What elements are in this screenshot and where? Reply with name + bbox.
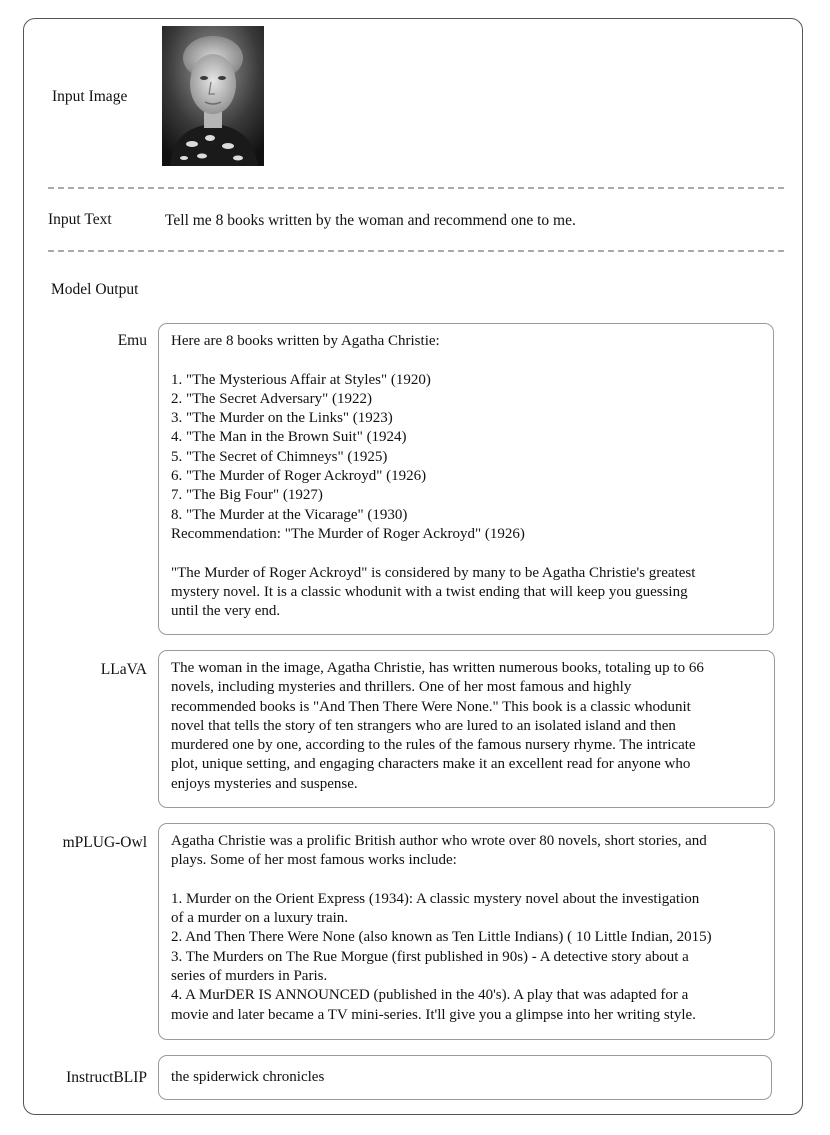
output-line: 2. And Then There Were None (also known as Ten Little Indians) ( 10 Little Indian, 2015) <box>171 929 712 946</box>
model-name-emu: Emu <box>117 332 147 349</box>
input-text-prompt: Tell me 8 books written by the woman and recommend one to me. <box>165 212 576 229</box>
output-line: plot, unique setting, and engaging characters make it an excellent read for anyone who <box>171 756 691 773</box>
output-line: series of murders in Paris. <box>171 968 328 985</box>
output-line: 4. "The Man in the Brown Suit" (1924) <box>171 429 407 446</box>
output-line: 6. "The Murder of Roger Ackroyd" (1926) <box>171 468 427 485</box>
output-line: 4. A MurDER IS ANNOUNCED (published in the 40's). A play that was adapted for a <box>171 987 689 1004</box>
divider <box>48 187 784 189</box>
output-line: 2. "The Secret Adversary" (1922) <box>171 390 372 407</box>
input-image-label: Input Image <box>52 88 128 105</box>
output-line: 7. "The Big Four" (1927) <box>171 487 323 504</box>
output-line: The woman in the image, Agatha Christie, has written numerous books, totaling up to 66 <box>171 660 704 676</box>
output-line: movie and later became a TV mini-series. It'll give you a glimpse into her writing style. <box>171 1006 696 1023</box>
model-name-llava: LLaVA <box>100 661 147 678</box>
output-box-emu <box>158 323 774 635</box>
output-box-mplug-owl <box>158 823 775 1040</box>
output-line: the spiderwick chronicles <box>171 1069 325 1085</box>
model-output-label: Model Output <box>51 281 139 298</box>
output-line: recommended books is "And Then There Were None." This book is a classic whodunit <box>171 698 691 715</box>
output-line: 5. "The Secret of Chimneys" (1925) <box>171 448 388 465</box>
output-line: 1. Murder on the Orient Express (1934): A classic mystery novel about the investigation <box>171 890 700 907</box>
output-line: mystery novel. It is a classic whodunit with a twist ending that will keep you guessing <box>171 583 688 600</box>
input-text-label: Input Text <box>48 211 112 228</box>
output-line: 3. The Murders on The Rue Morgue (first published in 90s) - A detective story about a <box>171 948 689 965</box>
model-name-mplug-owl: mPLUG-Owl <box>62 834 147 851</box>
output-box-llava <box>158 650 775 808</box>
output-line: 3. "The Murder on the Links" (1923) <box>171 410 393 427</box>
portrait-photo <box>162 26 264 166</box>
model-name-instructblip: InstructBLIP <box>66 1069 147 1086</box>
output-line: 1. "The Mysterious Affair at Styles" (1920) <box>171 371 431 388</box>
output-line: enjoys mysteries and suspense. <box>171 775 358 792</box>
output-line: novel that tells the story of ten strangers who are lured to an isolated island and then <box>171 717 676 734</box>
output-line: "The Murder of Roger Ackroyd" is considered by many to be Agatha Christie's greatest <box>171 564 696 581</box>
output-line: Here are 8 books written by Agatha Christie: <box>171 333 440 349</box>
output-line: of a murder on a luxury train. <box>171 910 349 927</box>
output-line: novels, including mysteries and thrillers. One of her most famous and highly <box>171 679 632 696</box>
output-line: murdered one by one, according to the rules of the famous nursery rhyme. The intricate <box>171 737 696 754</box>
output-line: 8. "The Murder at the Vicarage" (1930) <box>171 506 408 523</box>
output-line: Agatha Christie was a prolific British author who wrote over 80 novels, short stories, and <box>171 833 707 849</box>
output-line: Recommendation: "The Murder of Roger Ackroyd" (1926) <box>171 525 525 542</box>
output-box-instructblip <box>158 1055 772 1100</box>
output-line: until the very end. <box>171 603 281 620</box>
divider <box>48 250 784 252</box>
output-line: plays. Some of her most famous works include: <box>171 852 457 869</box>
